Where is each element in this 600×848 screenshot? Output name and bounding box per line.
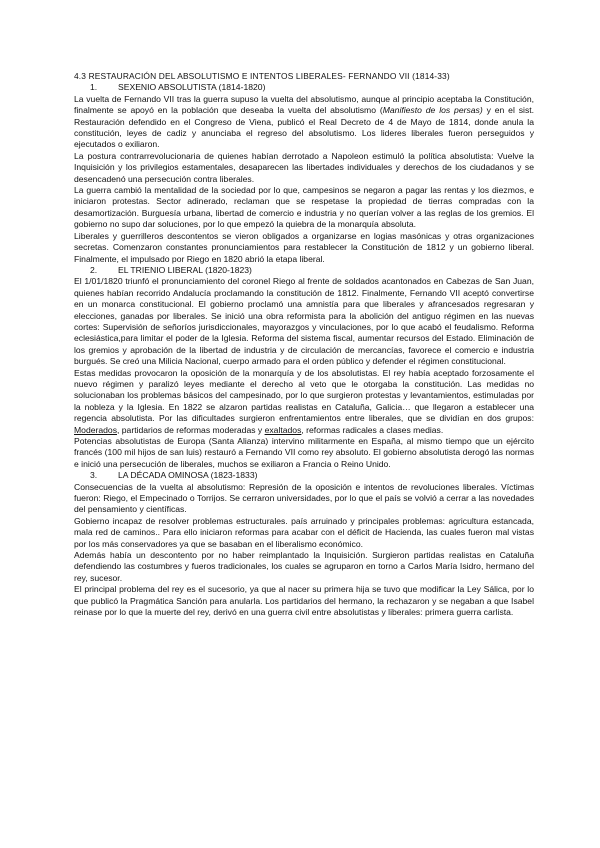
section-number: 2.	[90, 264, 98, 275]
text-run: Estas medidas provocaron la oposición de la monarquía y de los absolutistas. El rey había aceptado forzosamente el nuevo régimen y paralizó leyes mediante el derecho al veto que le otorgaba la constitución. Las medidas no solucionaban los problemas básicos del campesinado, por lo que surgieron protestas y levantamientos, estimuladas por la nobleza y la Iglesia. En 1822 se alzaron partidas realistas en Cataluña, Galicia… que llegaron a establecer una regencia absolutista. Por las dificultades surgieron enfrentamientos entre liberales, que se dividían en dos grupos:	[74, 367, 534, 424]
document-title: 4.3 RESTAURACIÓN DEL ABSOLUTISMO E INTENTOS LIBERALES- FERNANDO VII (1814-33)	[74, 71, 450, 81]
paragraph: Liberales y guerrilleros descontentos se vieron obligados a organizarse en logias masónicas y otras organizaciones secretas. Comenzaron constantes pronunciamientos para restablecer la Constitución de 1812 y un gobierno liberal. Finalmente, el impulsado por Riego en 1820 abrió la etapa liberal.	[74, 230, 534, 264]
section-heading-sexenio	[74, 82, 534, 93]
section-heading-decada	[74, 470, 534, 481]
document-page	[74, 71, 534, 619]
paragraph: La postura contrarrevolucionaria de quienes habían derrotado a Napoleon estimuló la política absolutista: Vuelve la Inquisición y los privilegios estamentales, desaparecen las libertades individuales y derechos de los ciudadanos y se desencadenó una persecución contra liberales.	[74, 150, 534, 184]
underlined-term: Moderados	[74, 424, 117, 435]
paragraph	[74, 368, 534, 436]
paragraph: La guerra cambió la mentalidad de la sociedad por lo que, campesinos se negaron a pagar las rentas y los diezmos, e iniciaron protestas. Sector adinerado, reclaman que se respetase la propiedad de tierras compradas con la desamortización. Burguesía urbana, libertad de comercio e industria y no querían volver a las reglas de los gremios. El gobierno no supo dar soluciones, por lo que empezó la quiebra de la monarquía absoluta.	[74, 185, 534, 230]
underlined-term: exaltados	[264, 424, 302, 435]
text-run: La vuelta de Fernando VII tras la guerra supuso la vuelta del absolutismo, aunque al principio aceptaba la Constitución, finalmente se apoyó en la población que deseaba la vuelta del absolutismo (	[74, 93, 534, 116]
paragraph: El 1/01/1820 triunfó el pronunciamiento del coronel Riego al frente de soldados acantonados en Cabezas de San Juan, quienes habían recorrido Andalucía proclamando la constitución de 1812. Finalmente, Fernando VII aceptó convertirse en un monarca constitucional. El gobierno proclamó una amnistía para que liberales y afrancesados regresaran y elecciones, ganadas por liberales. Se inició una obra reformista para la abolición del antiguo régimen en las nuevas cortes: Supervisión de señoríos jurisdiccionales, mayorazgos y vinculaciones, por lo que acabó el feudalismo. Reforma eclesiástica,para limitar el poder de la Iglesia. Reforma del sistema fiscal, aumentar recursos del Estado. Eliminación de los gremios y aprobación de la libertad de industria y de circulación de mercancías, favorece el comercio e industria burgués. Se creó una Milicia Nacional, cuerpo armado para el orden público y defender el régimen constitucional.	[74, 276, 534, 367]
paragraph	[74, 94, 534, 151]
paragraph: Potencias absolutistas de Europa (Santa Alianza) intervino militarmente en España, al mismo tiempo que un ejército francés (100 mil hijos de san luis) restauró a Fernando VII como rey absoluto. El gobierno absolutista derogó las normas e inició una persecución de liberales, muchos se exiliaron a Francia o Reino Unido.	[74, 436, 534, 469]
paragraph: Consecuencias de la vuelta al absolutismo: Represión de la oposición e intentos de revoluciones liberales. Víctimas fueron: Riego, el Empecinado o Torrijos. Se cerraron universidades, por lo que el país se volvió a cerrar a las novedades del pensamiento y científicas.	[74, 481, 534, 515]
section-number: 3.	[90, 470, 98, 481]
section-number: 1.	[90, 82, 98, 93]
section-heading-text: SEXENIO ABSOLUTISTA (1814-1820)	[118, 82, 266, 93]
text-run: , reformas radicales a clases medias.	[301, 424, 444, 435]
section-heading-text: LA DÉCADA OMINOSA (1823-1833)	[118, 470, 258, 481]
paragraph: Además había un descontento por no haber reimplantado la Inquisición. Surgieron partidas realistas en Cataluña defendiendo las costumbres y fueros tradicionales, los cuales se agruparon en torno a Carlos María Isidro, hermano del rey, sucesor.	[74, 550, 534, 583]
section-heading-trienio	[74, 265, 534, 276]
text-run: y en el sist. Restauración defendido en el Congreso de Viena, publicó el Real Decreto de 4 de Mayo de 1814, donde anula la constitución, leyes de cadiz y anunciaba el regreso del absolutismo. Los lideres liberales fueron perseguidos y ejecutados o exiliaron.	[74, 105, 535, 150]
section-heading-text: EL TRIENIO LIBERAL (1820-1823)	[118, 264, 252, 275]
paragraph: El principal problema del rey es el sucesorio, ya que al nacer su primera hija se tuvo que modificar la Ley Sálica, por lo que publicó la Pragmática Sanción para anularla. Los partidarios del hermano, la rechazaron y se negaban a que Isabel reinase por lo que la muerte del rey, derivó en una guerra civil entre absolutistas y liberales: primera guerra carlista.	[74, 584, 534, 618]
text-run: , partidarios de reformas moderadas y	[117, 424, 265, 435]
paragraph: Gobierno incapaz de resolver problemas estructurales. país arruinado y principales problemas: agricultura estancada, mala red de caminos.. Para ello iniciaron reformas para acabar con el déficit de Hacienda, las cuales fueron mal vistas por los más conservadores ya que se basaban en el liberalismo económico.	[74, 515, 534, 549]
italic-run: Manifiesto de los persas)	[382, 105, 483, 116]
